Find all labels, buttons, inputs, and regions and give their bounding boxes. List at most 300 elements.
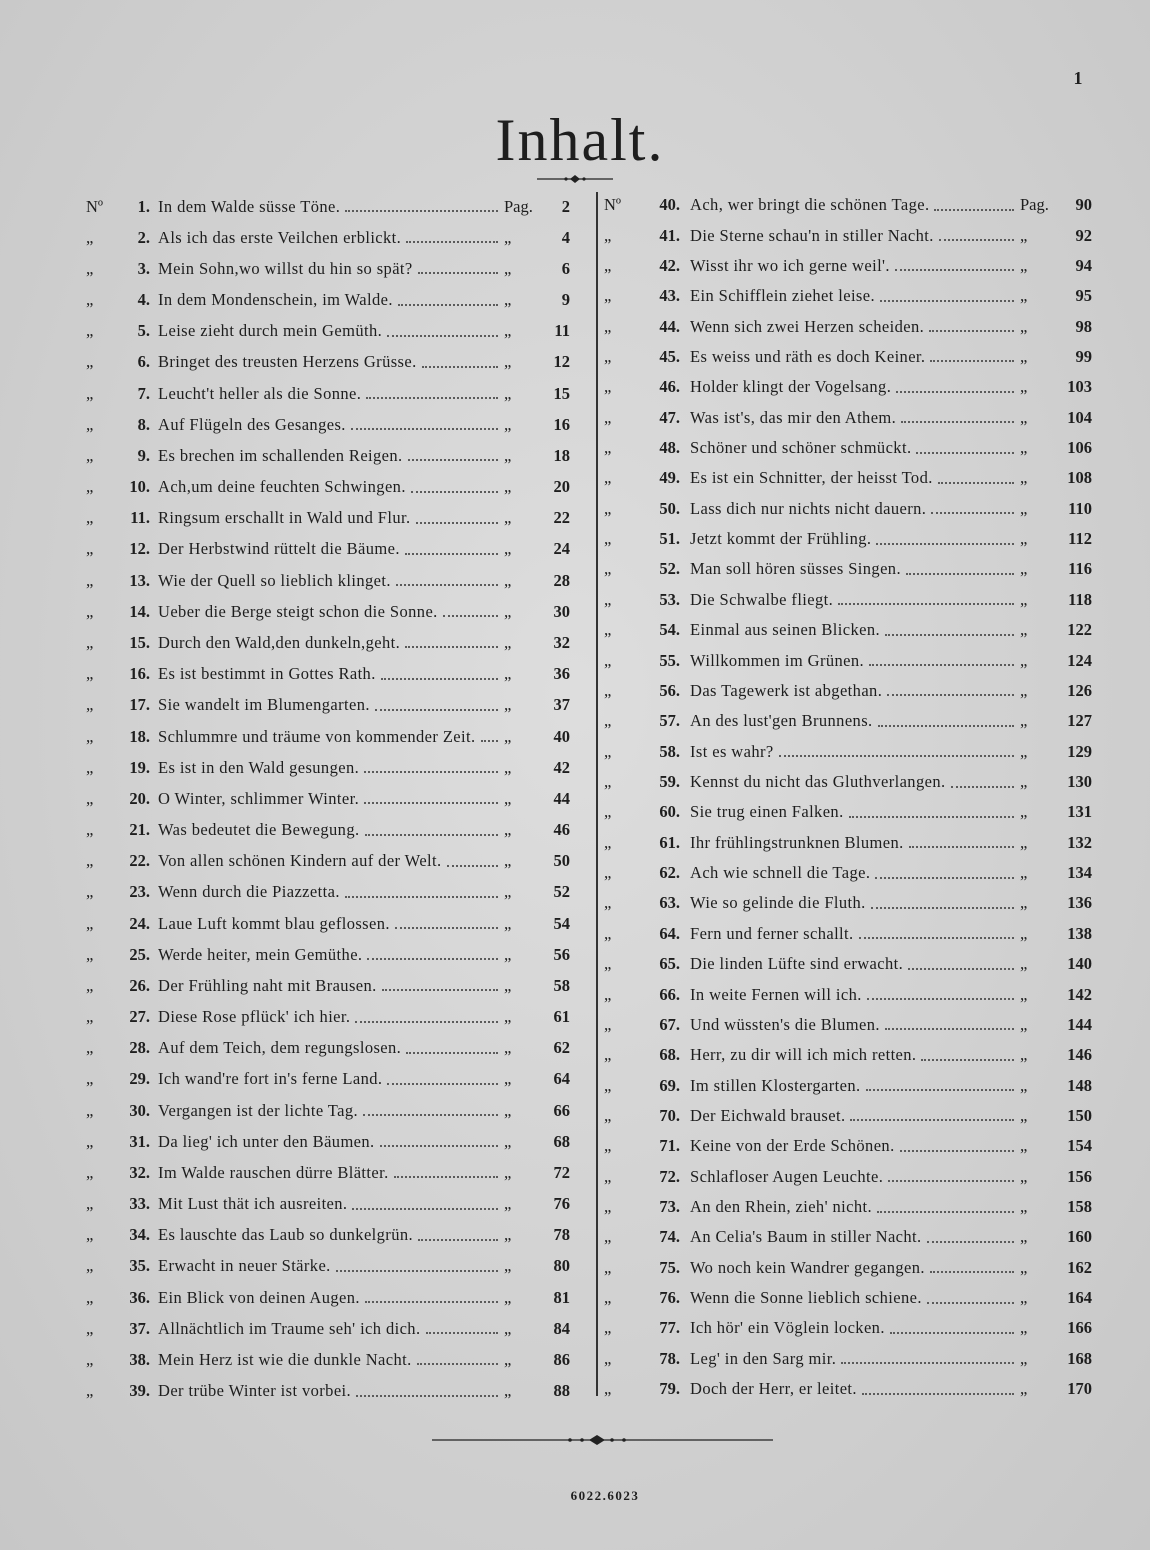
toc-entry: [604, 615, 1092, 645]
entry-page: 124: [1067, 650, 1092, 670]
ditto-mark: „: [86, 1225, 94, 1245]
ditto-mark: „: [1020, 863, 1028, 883]
entry-page: 50: [553, 851, 570, 871]
toc-entry: [86, 440, 570, 471]
entry-page: 62: [553, 1038, 570, 1058]
ditto-mark: „: [504, 1007, 512, 1027]
toc-entry: [604, 190, 1092, 220]
entry-number: 22.: [129, 851, 150, 871]
ditto-mark: „: [504, 944, 512, 964]
entry-page: 11: [554, 321, 570, 341]
entry-page: 44: [553, 788, 570, 808]
entry-title: Der trübe Winter ist vorbei.: [158, 1381, 352, 1401]
toc-entry: [604, 554, 1092, 584]
entry-page: 16: [553, 414, 570, 434]
entry-title: Es ist bestimmt in Gottes Rath.: [158, 664, 376, 684]
entry-title: Holder klingt der Vogelsang.: [690, 377, 892, 397]
toc-entry: [86, 191, 570, 222]
ditto-mark: „: [604, 286, 612, 306]
toc-entry: [604, 767, 1092, 797]
leader-dots: [866, 1089, 1014, 1091]
leader-dots: [356, 1395, 498, 1397]
entry-page: 72: [553, 1162, 570, 1182]
entry-page: 150: [1067, 1105, 1092, 1125]
ditto-mark: „: [604, 1379, 612, 1399]
entry-number: 57.: [659, 711, 680, 731]
entry-number: 35.: [129, 1256, 150, 1276]
ditto-mark: „: [604, 1348, 612, 1368]
ditto-mark: „: [504, 1287, 512, 1307]
toc-entry: [86, 378, 570, 409]
entry-page: 22: [553, 508, 570, 528]
page-label: Pag.: [1020, 195, 1049, 215]
toc-entry: [86, 1033, 570, 1064]
ditto-mark: „: [504, 1256, 512, 1276]
leader-dots: [364, 802, 498, 804]
entry-number: 8.: [137, 414, 150, 434]
toc-entry: [604, 949, 1092, 979]
entry-title: Es ist in den Wald gesungen.: [158, 757, 360, 777]
ditto-mark: „: [86, 1100, 94, 1120]
ditto-mark: „: [86, 570, 94, 590]
leader-dots: [880, 300, 1014, 302]
ditto-mark: „: [86, 1069, 94, 1089]
entry-page: 4: [561, 227, 570, 247]
leader-dots: [375, 709, 498, 711]
ditto-mark: „: [1020, 893, 1028, 913]
ditto-mark: „: [504, 757, 512, 777]
leader-dots: [387, 1083, 498, 1085]
leader-dots: [426, 1332, 499, 1334]
toc-entry: [86, 908, 570, 939]
leader-dots: [779, 755, 1014, 757]
ditto-mark: „: [1020, 589, 1028, 609]
entry-title: Als ich das erste Veilchen erblickt.: [158, 227, 402, 247]
entry-number: 47.: [659, 407, 680, 427]
leader-dots: [381, 678, 498, 680]
leader-dots: [418, 1239, 498, 1241]
entry-title: An den Rhein, zieh' nicht.: [690, 1197, 872, 1217]
toc-entry: [86, 1189, 570, 1220]
entry-title: Wie der Quell so lieblich klinget.: [158, 570, 391, 590]
leader-dots: [906, 573, 1014, 575]
ditto-mark: „: [86, 1194, 94, 1214]
entry-page: 129: [1067, 741, 1092, 761]
leader-dots: [896, 391, 1014, 393]
entry-title: Mein Herz ist wie die dunkle Nacht.: [158, 1349, 412, 1369]
entry-page: 170: [1067, 1379, 1092, 1399]
entry-title: Es ist ein Schnitter, der heisst Tod.: [690, 468, 933, 488]
entry-page: 110: [1068, 498, 1092, 518]
leader-dots: [871, 907, 1014, 909]
entry-number: 6.: [137, 352, 150, 372]
toc-entry: [86, 534, 570, 565]
leader-dots: [931, 512, 1014, 514]
leader-dots: [887, 694, 1014, 696]
ditto-mark: „: [504, 539, 512, 559]
entry-page: 118: [1068, 589, 1092, 609]
leader-dots: [352, 1208, 498, 1210]
ditto-mark: „: [86, 352, 94, 372]
leader-dots: [939, 239, 1014, 241]
entry-number: 32.: [129, 1162, 150, 1182]
toc-column-right: [604, 190, 1092, 1404]
toc-entry: [604, 645, 1092, 675]
ditto-mark: „: [504, 227, 512, 247]
ditto-mark: „: [86, 1162, 94, 1182]
ditto-mark: „: [604, 346, 612, 366]
entry-title: Einmal aus seinen Blicken.: [690, 620, 881, 640]
leader-dots: [365, 834, 498, 836]
entry-number: 10.: [129, 477, 150, 497]
leader-dots: [927, 1241, 1014, 1243]
ditto-mark: „: [1020, 286, 1028, 306]
ditto-mark: „: [1020, 1045, 1028, 1065]
entry-title: Man soll hören süsses Singen.: [690, 559, 901, 579]
ditto-mark: „: [86, 695, 94, 715]
toc-entry: [86, 970, 570, 1001]
ditto-mark: „: [86, 1131, 94, 1151]
ditto-mark: „: [1020, 1318, 1028, 1338]
leader-dots: [345, 896, 498, 898]
entry-number: 39.: [129, 1381, 150, 1401]
entry-number: 79.: [659, 1379, 680, 1399]
leader-dots: [382, 989, 498, 991]
entry-title: Von allen schönen Kindern auf der Welt.: [158, 851, 442, 871]
leader-dots: [405, 646, 498, 648]
leader-dots: [895, 269, 1014, 271]
ditto-mark: „: [86, 1381, 94, 1401]
entry-title: Die linden Lüfte sind erwacht.: [690, 954, 904, 974]
ditto-mark: „: [504, 1349, 512, 1369]
ditto-mark: „: [1020, 255, 1028, 275]
entry-title: Auf dem Teich, dem regungslosen.: [158, 1038, 402, 1058]
entry-number: 54.: [659, 620, 680, 640]
toc-entry: [604, 251, 1092, 281]
toc-entry: [86, 939, 570, 970]
entry-title: An des lust'gen Brunnens.: [690, 711, 873, 731]
ditto-mark: „: [604, 559, 612, 579]
toc-entry: [604, 220, 1092, 250]
toc-entry: [86, 721, 570, 752]
entry-number: 37.: [129, 1318, 150, 1338]
entry-title: Ach wie schnell die Tage.: [690, 863, 871, 883]
entry-title: Sie trug einen Falken.: [690, 802, 844, 822]
entry-number: 49.: [659, 468, 680, 488]
entry-page: 140: [1067, 954, 1092, 974]
ditto-mark: „: [86, 1349, 94, 1369]
entry-title: Mit Lust thät ich ausreiten.: [158, 1194, 348, 1214]
entry-number: 48.: [659, 438, 680, 458]
entry-page: 94: [1075, 255, 1092, 275]
entry-page: 162: [1067, 1257, 1092, 1277]
ditto-mark: „: [1020, 772, 1028, 791]
ditto-mark: „: [604, 1166, 612, 1186]
entry-number: 67.: [659, 1014, 680, 1034]
ditto-mark: „: [504, 913, 512, 933]
entry-title: Ist es wahr?: [690, 741, 774, 761]
entry-page: 12: [553, 352, 570, 372]
entry-page: 32: [553, 632, 570, 652]
entry-number: 55.: [659, 650, 680, 670]
ditto-mark: „: [86, 944, 94, 964]
leader-dots: [900, 1150, 1014, 1152]
ditto-mark: „: [504, 445, 512, 465]
ditto-mark: „: [1020, 1075, 1028, 1095]
entry-title: Diese Rose pflück' ich hier.: [158, 1007, 351, 1027]
toc-entry: [604, 1131, 1092, 1161]
entry-number: 28.: [129, 1038, 150, 1058]
leader-dots: [367, 958, 498, 960]
leader-dots: [916, 452, 1014, 454]
entry-title: Ach, wer bringt die schönen Tage.: [690, 195, 930, 215]
ditto-mark: „: [86, 820, 94, 840]
ditto-mark: „: [604, 1318, 612, 1338]
page-label: Pag.: [504, 196, 533, 216]
leader-dots: [876, 543, 1014, 545]
ditto-mark: „: [86, 632, 94, 652]
entry-title: Ihr frühlingstrunknen Blumen.: [690, 832, 904, 852]
ditto-mark: „: [504, 726, 512, 746]
entry-number: 18.: [129, 726, 150, 746]
toc-entry: [604, 281, 1092, 311]
entry-number: 40.: [659, 195, 680, 215]
leader-dots: [405, 553, 498, 555]
entry-number: 41.: [659, 225, 680, 245]
ditto-mark: „: [604, 741, 612, 761]
ditto-mark: „: [1020, 741, 1028, 761]
toc-entry: [604, 1192, 1092, 1222]
ditto-mark: „: [86, 414, 94, 434]
entry-number: 56.: [659, 680, 680, 700]
entry-page: 158: [1067, 1197, 1092, 1217]
leader-dots: [380, 1145, 498, 1147]
entry-number: 11.: [130, 508, 150, 528]
leader-dots: [930, 1271, 1014, 1273]
entry-page: 76: [553, 1194, 570, 1214]
entry-title: Schlummre und träume von kommender Zeit.: [158, 726, 476, 746]
toc-entry: [604, 342, 1092, 372]
toc-entry: [604, 463, 1092, 493]
ditto-mark: „: [504, 788, 512, 808]
entry-title: Leucht't heller als die Sonne.: [158, 383, 362, 403]
entry-number: 68.: [659, 1045, 680, 1065]
entry-number: 2.: [137, 227, 150, 247]
entry-title: Ich hör' ein Vöglein locken.: [690, 1318, 885, 1338]
toc-entry: [604, 433, 1092, 463]
entry-number: 59.: [659, 772, 680, 791]
ditto-mark: „: [504, 695, 512, 715]
entry-page: 80: [553, 1256, 570, 1276]
entry-title: Der Eichwald brauset.: [690, 1105, 846, 1125]
ditto-mark: „: [1020, 1166, 1028, 1186]
entry-number: 33.: [129, 1194, 150, 1214]
ditto-mark: „: [1020, 316, 1028, 336]
ditto-mark: „: [1020, 1288, 1028, 1308]
entry-page: 160: [1067, 1227, 1092, 1247]
ditto-mark: „: [86, 477, 94, 497]
entry-number: 65.: [659, 954, 680, 974]
ditto-mark: „: [504, 664, 512, 684]
toc-entry: [86, 1313, 570, 1344]
toc-entry: [86, 1376, 570, 1407]
entry-title: Willkommen im Grünen.: [690, 650, 865, 670]
entry-page: 90: [1075, 195, 1092, 215]
ditto-mark: „: [504, 383, 512, 403]
ditto-mark: „: [604, 1257, 612, 1277]
toc-entry: [86, 285, 570, 316]
entry-page: 56: [553, 944, 570, 964]
entry-page: 54: [553, 913, 570, 933]
toc-entry: [86, 752, 570, 783]
leader-dots: [443, 615, 498, 617]
leader-dots: [859, 937, 1014, 939]
ditto-mark: „: [1020, 711, 1028, 731]
ditto-mark: „: [604, 1105, 612, 1125]
entry-number: 19.: [129, 757, 150, 777]
ditto-mark: „: [1020, 407, 1028, 427]
ditto-mark: „: [1020, 802, 1028, 822]
ditto-mark: „: [604, 680, 612, 700]
entry-title: Ich wand're fort in's ferne Land.: [158, 1069, 383, 1089]
entry-page: 144: [1067, 1014, 1092, 1034]
ditto-mark: „: [86, 383, 94, 403]
toc-entry: [604, 1070, 1092, 1100]
entry-number: 7.: [137, 383, 150, 403]
entry-number: 63.: [659, 893, 680, 913]
ditto-mark: „: [1020, 1348, 1028, 1368]
entry-number: 78.: [659, 1348, 680, 1368]
toc-entry: [604, 372, 1092, 402]
entry-title: Jetzt kommt der Frühling.: [690, 529, 872, 549]
entry-number: 23.: [129, 882, 150, 902]
entry-number: 20.: [129, 788, 150, 808]
ditto-mark: „: [86, 913, 94, 933]
toc-column-left: [86, 191, 570, 1407]
entry-page: 132: [1067, 832, 1092, 852]
ditto-mark: „: [604, 1288, 612, 1308]
ditto-mark: „: [604, 1014, 612, 1034]
ditto-mark: „: [604, 954, 612, 974]
leader-dots: [394, 1176, 498, 1178]
leader-dots: [417, 1363, 498, 1365]
ditto-mark: „: [604, 1197, 612, 1217]
entry-number: 16.: [129, 664, 150, 684]
ditto-mark: „: [604, 438, 612, 458]
entry-page: 130: [1067, 772, 1092, 791]
entry-number: 77.: [659, 1318, 680, 1338]
entry-page: 78: [553, 1225, 570, 1245]
entry-number: 61.: [659, 832, 680, 852]
entry-page: 164: [1067, 1288, 1092, 1308]
toc-entry: [604, 736, 1092, 766]
ditto-mark: „: [604, 468, 612, 488]
toc-entry: [86, 1157, 570, 1188]
toc-entry: [86, 846, 570, 877]
ditto-mark: „: [86, 508, 94, 528]
footer-ornament-icon: [430, 1432, 775, 1448]
entry-page: 86: [553, 1349, 570, 1369]
leader-dots: [398, 304, 498, 306]
ditto-mark: „: [86, 757, 94, 777]
toc-entry: [604, 1040, 1092, 1070]
entry-number: 69.: [659, 1075, 680, 1095]
entry-title: O Winter, schlimmer Winter.: [158, 788, 360, 808]
entry-number: 42.: [659, 255, 680, 275]
ditto-mark: „: [86, 788, 94, 808]
entry-page: 28: [553, 570, 570, 590]
ditto-mark: „: [1020, 984, 1028, 1004]
entry-title: Lass dich nur nichts nicht dauern.: [690, 498, 927, 518]
entry-page: 30: [553, 601, 570, 621]
ditto-mark: „: [1020, 620, 1028, 640]
entry-title: Es lauschte das Laub so dunkelgrün.: [158, 1225, 414, 1245]
entry-number: 45.: [659, 346, 680, 366]
leader-dots: [927, 1302, 1014, 1304]
entry-title: Es brechen im schallenden Reigen.: [158, 445, 403, 465]
entry-page: 126: [1067, 680, 1092, 700]
toc-entry: [86, 1095, 570, 1126]
ditto-mark: „: [504, 820, 512, 840]
entry-page: 104: [1067, 407, 1092, 427]
entry-number: 27.: [129, 1007, 150, 1027]
toc-entry: [86, 347, 570, 378]
entry-number: 36.: [129, 1287, 150, 1307]
entry-number: 76.: [659, 1288, 680, 1308]
entry-title: Was bedeutet die Bewegung.: [158, 820, 360, 840]
entry-number: 29.: [129, 1069, 150, 1089]
ditto-mark: „: [604, 772, 612, 791]
leader-dots: [867, 998, 1014, 1000]
entry-number: 24.: [129, 913, 150, 933]
entry-page: 146: [1067, 1045, 1092, 1065]
entry-number: 17.: [129, 695, 150, 715]
entry-number: 25.: [129, 944, 150, 964]
ditto-mark: „: [1020, 1014, 1028, 1034]
entry-number: 5.: [137, 321, 150, 341]
entry-number: 60.: [659, 802, 680, 822]
ditto-mark: „: [1020, 1257, 1028, 1277]
ditto-mark: „: [504, 975, 512, 995]
ditto-mark: „: [604, 863, 612, 883]
entry-number: 21.: [129, 820, 150, 840]
ditto-mark: „: [604, 377, 612, 397]
entry-page: 116: [1068, 559, 1092, 579]
ditto-mark: „: [1020, 529, 1028, 549]
entry-page: 68: [553, 1131, 570, 1151]
ditto-mark: „: [604, 1227, 612, 1247]
ditto-mark: „: [504, 882, 512, 902]
leader-dots: [885, 634, 1014, 636]
ditto-mark: „: [86, 664, 94, 684]
ditto-mark: „: [504, 1162, 512, 1182]
leader-dots: [395, 927, 498, 929]
entry-page: 36: [553, 664, 570, 684]
ditto-mark: „: [1020, 438, 1028, 458]
ditto-mark: „: [86, 258, 94, 278]
entry-title: Ein Schifflein ziehet leise.: [690, 286, 876, 306]
ditto-mark: „: [86, 290, 94, 310]
toc-entry: [604, 1313, 1092, 1343]
leader-dots: [406, 1052, 498, 1054]
leader-dots: [885, 1028, 1014, 1030]
toc-entry: [86, 1251, 570, 1282]
entry-page: 92: [1075, 225, 1092, 245]
entry-page: 58: [553, 975, 570, 995]
entry-page: 156: [1067, 1166, 1092, 1186]
entry-number: 58.: [659, 741, 680, 761]
toc-entry: [604, 1101, 1092, 1131]
